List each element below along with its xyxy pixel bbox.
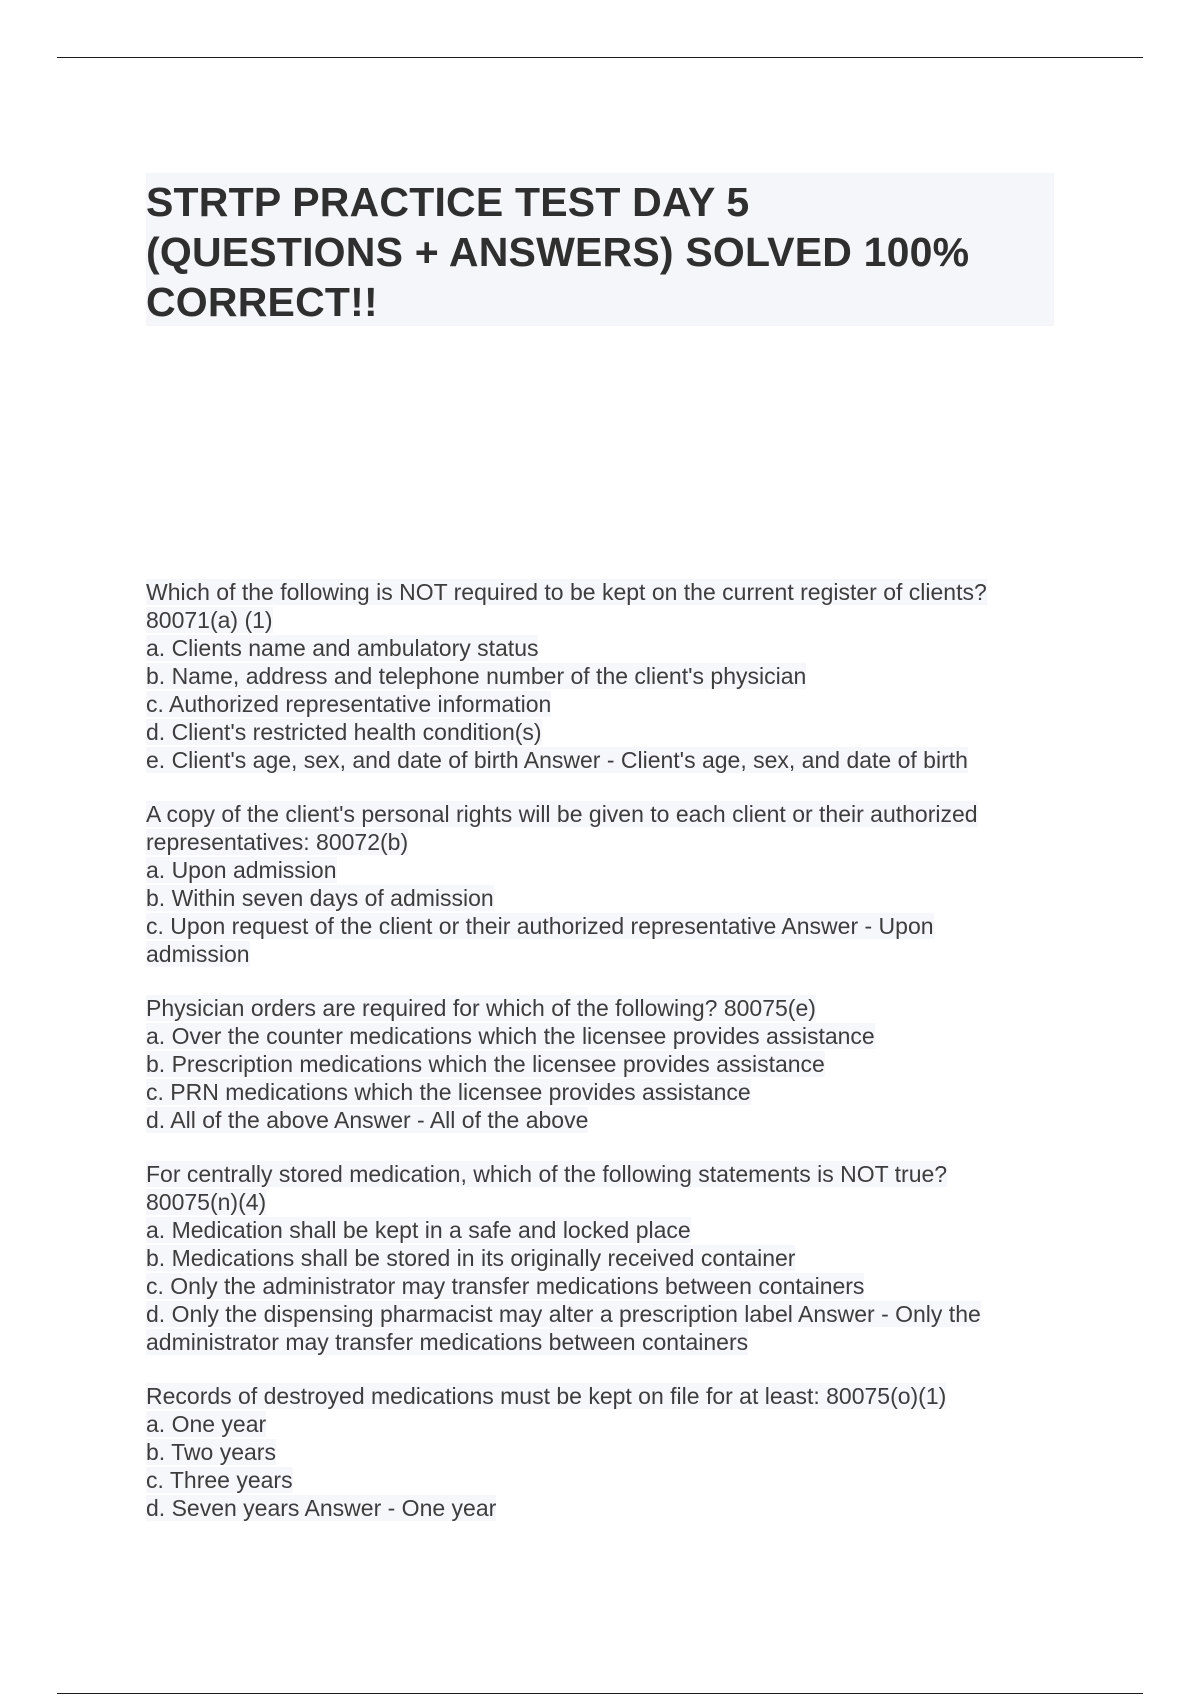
answer-option: b. Two years xyxy=(146,1439,276,1465)
question-item xyxy=(146,800,1046,968)
answer-option: a. Upon admission xyxy=(146,857,337,883)
question-item xyxy=(146,578,1046,774)
answer-continuation: administrator may transfer medications between containers xyxy=(146,1329,749,1355)
answer-option: d. Client's restricted health condition(s) xyxy=(146,719,542,745)
question-text: Which of the following is NOT required to be kept on the current register of clients? xyxy=(146,579,987,605)
question-reference: 80075(n)(4) xyxy=(146,1189,267,1215)
answer-option: c. PRN medications which the licensee provides assistance xyxy=(146,1079,751,1105)
question-item xyxy=(146,1382,1046,1522)
answer-option-with-answer: d. Only the dispensing pharmacist may alter a prescription label Answer - Only the xyxy=(146,1301,981,1327)
answer-option: a. Over the counter medications which the licensee provides assistance xyxy=(146,1023,875,1049)
question-item xyxy=(146,1160,1046,1356)
question-reference: representatives: 80072(b) xyxy=(146,829,409,855)
answer-option: a. One year xyxy=(146,1411,267,1437)
title-line: STRTP PRACTICE TEST DAY 5 xyxy=(146,179,750,225)
answer-option-with-answer: e. Client's age, sex, and date of birth Answer - Client's age, sex, and date of birth xyxy=(146,747,968,773)
question-list xyxy=(146,578,1046,1548)
title-line: (QUESTIONS + ANSWERS) SOLVED 100% xyxy=(146,229,970,275)
question-item xyxy=(146,994,1046,1134)
question-text: For centrally stored medication, which of the following statements is NOT true? xyxy=(146,1161,948,1187)
answer-option: a. Medication shall be kept in a safe and locked place xyxy=(146,1217,691,1243)
answer-option: b. Name, address and telephone number of the client's physician xyxy=(146,663,807,689)
footer-rule xyxy=(57,1693,1143,1694)
answer-option-with-answer: c. Upon request of the client or their authorized representative Answer - Upon xyxy=(146,913,934,939)
answer-option: b. Medications shall be stored in its originally received container xyxy=(146,1245,796,1271)
answer-continuation: admission xyxy=(146,941,250,967)
answer-option: b. Prescription medications which the licensee provides assistance xyxy=(146,1051,825,1077)
title-block xyxy=(146,173,1054,326)
answer-option: c. Authorized representative information xyxy=(146,691,552,717)
question-text: Records of destroyed medications must be kept on file for at least: 80075(o)(1) xyxy=(146,1383,947,1409)
answer-option: c. Three years xyxy=(146,1467,293,1493)
question-text: A copy of the client's personal rights will be given to each client or their authorized xyxy=(146,801,978,827)
page-title xyxy=(146,173,1054,327)
answer-option-with-answer: d. Seven years Answer - One year xyxy=(146,1495,497,1521)
question-text: Physician orders are required for which of the following? 80075(e) xyxy=(146,995,816,1021)
answer-option: b. Within seven days of admission xyxy=(146,885,494,911)
answer-option-with-answer: d. All of the above Answer - All of the above xyxy=(146,1107,589,1133)
answer-option: c. Only the administrator may transfer medications between containers xyxy=(146,1273,865,1299)
title-line: CORRECT!! xyxy=(146,279,378,325)
header-rule xyxy=(57,57,1143,58)
answer-option: a. Clients name and ambulatory status xyxy=(146,635,539,661)
question-reference: 80071(a) (1) xyxy=(146,607,273,633)
